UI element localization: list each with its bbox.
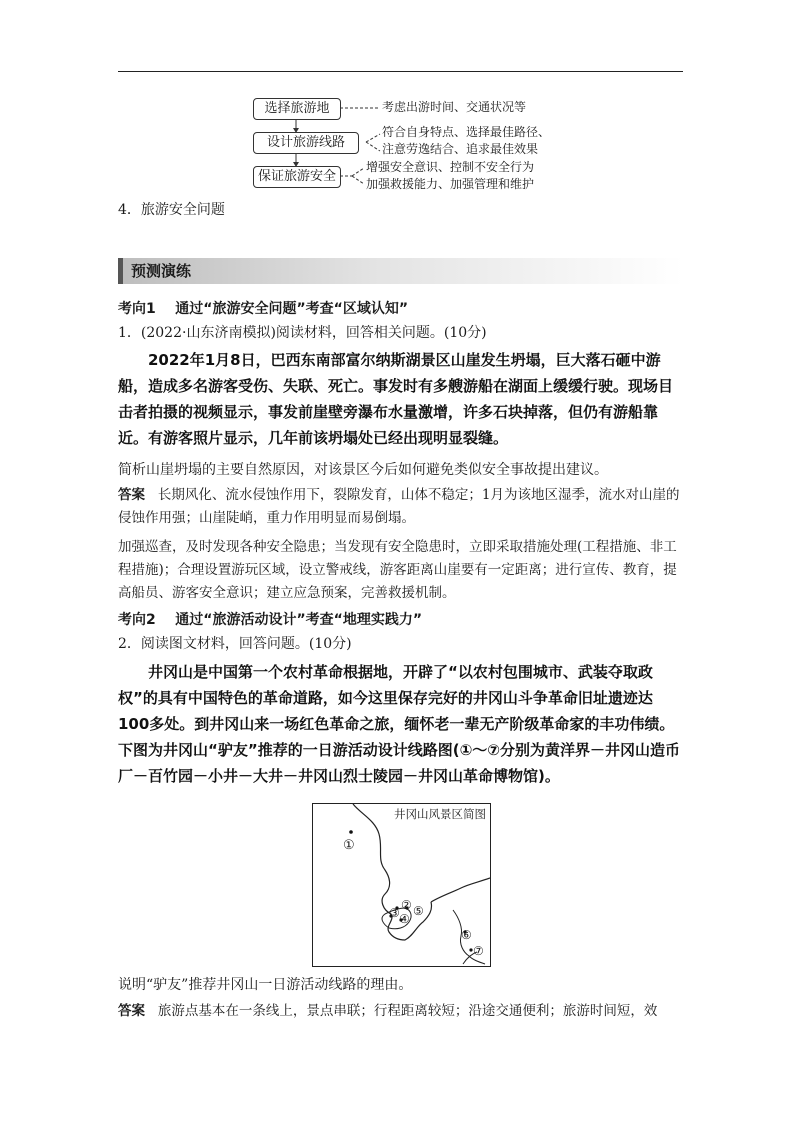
q1-title: 1．(2022·山东济南模拟)阅读材料，回答相关问题。(10分) — [118, 325, 487, 341]
flow-note-3b: 加强救援能力、加强管理和维护 — [366, 177, 535, 191]
map-label-2: ② — [401, 898, 412, 912]
q1-material: 2022年1月8日，巴西东南部富尔纳斯湖景区山崖发生坍塌，巨大落石砸中游船，造成多名游客受伤、失联、死亡。事发时有多艘游船在湖面上缓缓行驶。现场目击者拍摄的视频显示，事发前崖壁旁瀑布水量激增，许多石块掉落，但仍有游船靠近。有游客照片显示，几年前该坍塌处已经出现明显裂缝。 — [118, 351, 674, 447]
q1-answer-label: 答案 — [118, 487, 145, 503]
section-banner — [118, 258, 683, 284]
banner-accent-bar — [118, 258, 123, 284]
q1-heading — [118, 299, 408, 319]
q1-answer-text-2: 加强巡查，及时发现各种安全隐患；当发现有安全隐患时，立即采取措施处理(工程措施、非工程措施)；合理设置游玩区域，设立警戒线，游客距离山崖要有一定距离；进行宣传、教育，提高船员、游客安全意识；建立应急预案，完善救援机制。 — [118, 539, 677, 601]
map-label-4: ④ — [399, 912, 410, 926]
q1-heading-text: 通过“旅游安全问题”考查“区域认知” — [175, 301, 409, 317]
map-label-6: ⑥ — [461, 928, 472, 942]
flow-note-1: 考虑出游时间、交通状况等 — [382, 100, 527, 114]
flow-note-2a: 符合自身特点、选择最佳路径、 — [382, 125, 551, 139]
q2-heading-text: 通过“旅游活动设计”考查“地理实践力” — [175, 612, 423, 628]
q1-question: 简析山崖坍塌的主要自然原因，对该景区今后如何避免类似安全事故提出建议。 — [118, 462, 608, 478]
section-item-4: 4．旅游安全问题 — [118, 202, 225, 218]
map-label-5: ⑤ — [413, 904, 424, 918]
travel-flowchart — [248, 96, 608, 196]
map-label-1: ① — [343, 838, 355, 853]
q1-answer-text-1: 长期风化、流水侵蚀作用下，裂隙发育，山体不稳定；1月为该地区湿季，流水对山崖的侵蚀作用强；山崖陡峭，重力作用明显而易倒塌。 — [118, 487, 680, 526]
jinggangshan-map — [312, 803, 491, 967]
flow-box-ensure-safety: 保证旅游安全 — [253, 166, 341, 188]
q2-heading — [118, 610, 422, 630]
flow-box-choose-destination: 选择旅游地 — [253, 98, 341, 120]
flow-note-3a: 增强安全意识、控制不安全行为 — [366, 160, 535, 174]
q2-heading-prefix: 考向2 — [118, 612, 156, 628]
q2-title: 2．阅读图文材料，回答问题。(10分) — [118, 636, 352, 652]
q1-answer — [118, 484, 683, 530]
q2-answer — [118, 1000, 683, 1023]
q1-heading-prefix: 考向1 — [118, 301, 156, 317]
q2-answer-label: 答案 — [118, 1003, 145, 1019]
map-label-3: ③ — [389, 906, 400, 920]
q2-material: 井冈山是中国第一个农村革命根据地，开辟了“以农村包围城市、武装夺取政权”的具有中国特色的革命道路，如今这里保存完好的井冈山斗争革命旧址遗迹达100多处。到井冈山来一场红色革命之旅，缅怀老一辈无产阶级革命家的丰功伟绩。下图为井冈山“驴友”推荐的一日游活动设计线路图(①～⑦分别为黄洋界－井冈山造币厂－百竹园－小井－大井－井冈山烈士陵园－井冈山革命博物馆)。 — [118, 663, 680, 785]
map-title: 井冈山风景区简图 — [394, 807, 486, 821]
header-rule — [118, 71, 683, 72]
banner-title: 预测演练 — [131, 262, 192, 280]
flow-box-design-route: 设计旅游线路 — [253, 132, 359, 154]
q2-question: 说明“驴友”推荐井冈山一日游活动线路的理由。 — [118, 977, 413, 993]
q2-answer-text: 旅游点基本在一条线上，景点串联；行程距离较短；沿途交通便利；旅游时间短，效 — [157, 1003, 658, 1019]
flow-note-2b: 注意劳逸结合、追求最佳效果 — [382, 142, 539, 156]
map-label-7: ⑦ — [473, 944, 484, 958]
